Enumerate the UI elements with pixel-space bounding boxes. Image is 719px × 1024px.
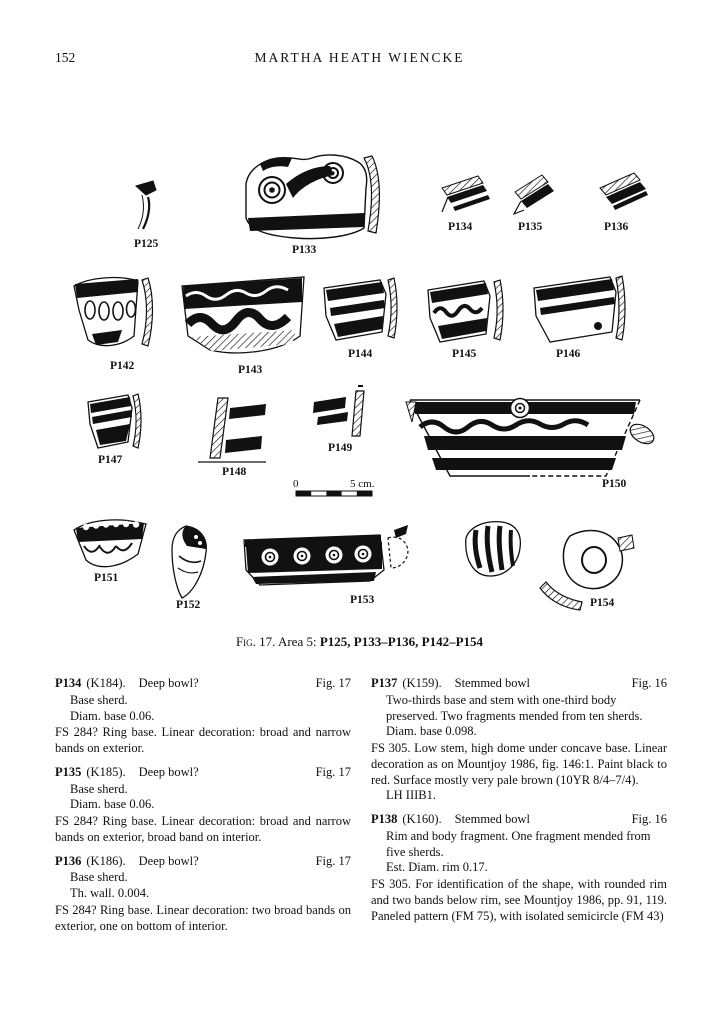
sherd-p144 [324, 278, 397, 340]
sherd-p125 [136, 181, 156, 229]
figure-17-plate [50, 140, 670, 620]
entry-head [371, 676, 667, 692]
page-number: 152 [55, 50, 76, 65]
entry-code: (K159). [402, 676, 442, 690]
figure-label-p146: P146 [556, 348, 581, 360]
entry-p137 [371, 676, 667, 804]
figure-caption [0, 634, 719, 650]
entry-note: FS 305. Low stem, high dome under concave base. Linear decoration as on Mountjoy 1986, fig. 146:1. Paint black to red. Surface mostly very pale brown (10YR 8/4–7/4). [371, 741, 667, 787]
sherd-p135 [514, 175, 554, 214]
entry-shape: Deep bowl? [138, 764, 199, 779]
description-line: Base sherd. [70, 781, 128, 796]
sherd-p149 [313, 386, 364, 436]
figure-label-p145: P145 [452, 348, 477, 360]
entry-id: P134 [55, 676, 82, 690]
scale-zero-label: 0 [293, 478, 299, 490]
description-line: Diam. base 0.098. [386, 724, 477, 739]
entry-id: P138 [371, 812, 398, 826]
catalog-column-left [55, 676, 351, 942]
entry-note: FS 284? Ring base. Linear decoration: two broad bands on exterior, one on bottom of interior. [55, 902, 351, 933]
sherd-p136 [600, 173, 648, 210]
figure-label-p151: P151 [94, 572, 119, 584]
scale-bar [293, 478, 375, 496]
entry-head [55, 854, 351, 870]
figure-label-p150: P150 [602, 478, 627, 490]
figure-label-p136: P136 [604, 221, 629, 233]
entry-p134 [55, 676, 351, 757]
description-line: Base sherd. [70, 870, 128, 885]
caption-area: Area 5: [277, 634, 317, 649]
entry-fig-ref: Fig. 16 [631, 812, 667, 826]
description-line: Est. Diam. rim 0.17. [386, 860, 488, 875]
figure-label-p144: P144 [348, 348, 373, 360]
entry-shape: Stemmed bowl [454, 676, 530, 690]
running-head: MARTHA HEATH WIENCKE [254, 50, 465, 65]
entry-description [70, 693, 351, 725]
entry-code: (K160). [402, 812, 442, 826]
figure-label-p125: P125 [134, 238, 159, 250]
sherd-p151 [74, 520, 146, 567]
catalog-columns [55, 676, 667, 942]
sherd-p133 [246, 155, 379, 239]
entry-head [55, 676, 351, 692]
entry-note: FS 284? Ring base. Linear decoration: broad and narrow bands on exterior. [55, 725, 351, 755]
entry-note: FS 284? Ring base. Linear decoration: broad and narrow bands on exterior, broad band on interior. [55, 814, 351, 844]
entry-p136 [55, 854, 351, 935]
entry-head [371, 812, 667, 828]
scale-five-label: 5 cm. [350, 478, 375, 490]
entry-description [386, 693, 667, 740]
sherd-p150 [406, 399, 657, 477]
entry-code: (K186). [86, 853, 126, 868]
figure-label-p149: P149 [328, 442, 353, 454]
description-line: Diam. base 0.06. [70, 797, 155, 812]
caption-list: P125, P133–P136, P142–P154 [319, 634, 484, 649]
caption-fig-number: Fig. 17. [235, 634, 276, 649]
entry-code: (K185). [86, 764, 126, 779]
figure-label-p143: P143 [238, 364, 263, 376]
figure-label-p148: P148 [222, 466, 247, 478]
sherd-p147 [88, 394, 141, 448]
entry-description [70, 870, 351, 902]
catalog-column-right [371, 676, 667, 942]
entry-p135 [55, 765, 351, 846]
entry-fig-ref: Fig. 17 [315, 676, 351, 690]
sherd-p146 [534, 276, 625, 342]
sherd-p134 [442, 176, 490, 212]
entry-note: FS 305. For identification of the shape, with rounded rim and two bands below rim, see Mountjoy 1986, pp. 91, 119. Paneled pattern (FM 75), with isolated semicircle (FM 43) [371, 877, 667, 923]
description-line: Th. wall. 0.004. [70, 886, 150, 900]
entry-p138 [371, 812, 667, 924]
entry-shape: Deep bowl? [138, 676, 199, 690]
sherd-p152 [172, 526, 206, 598]
sherd-p145 [428, 280, 503, 342]
figure-label-p152: P152 [176, 599, 201, 611]
figure-label-p134: P134 [448, 221, 473, 233]
figure-label-p142: P142 [110, 360, 135, 372]
sherd-p142 [74, 278, 153, 346]
entry-fig-ref: Fig. 17 [315, 764, 351, 779]
entry-fig-ref: Fig. 17 [315, 853, 351, 868]
figure-label-p133: P133 [292, 244, 317, 256]
description-line: Base sherd. [70, 692, 128, 707]
entry-fig-ref: Fig. 16 [631, 676, 667, 690]
entry-description [386, 829, 667, 876]
figure-label-p135: P135 [518, 221, 543, 233]
description-line: Diam. base 0.06. [70, 708, 155, 723]
description-line: Two-thirds base and stem with one-third body preserved. Two fragments mended from ten sherds. [386, 692, 643, 723]
entry-shape: Deep bowl? [138, 853, 199, 868]
sherd-p153 [244, 525, 408, 585]
description-line: Rim and body fragment. One fragment mended from five sherds. [386, 828, 651, 859]
figure-label-p154: P154 [590, 597, 615, 609]
entry-description [70, 782, 351, 814]
sherd-p148 [198, 398, 266, 462]
entry-shape: Stemmed bowl [454, 812, 530, 826]
entry-id: P136 [55, 853, 82, 868]
entry-id: P135 [55, 764, 82, 779]
entry-phase: LH IIIB1. [386, 788, 436, 803]
figure-label-p147: P147 [98, 454, 123, 466]
entry-head [55, 765, 351, 781]
entry-code: (K184). [86, 676, 126, 690]
sherd-p143 [182, 277, 304, 353]
entry-id: P137 [371, 676, 398, 690]
figure-label-p153: P153 [350, 594, 375, 606]
